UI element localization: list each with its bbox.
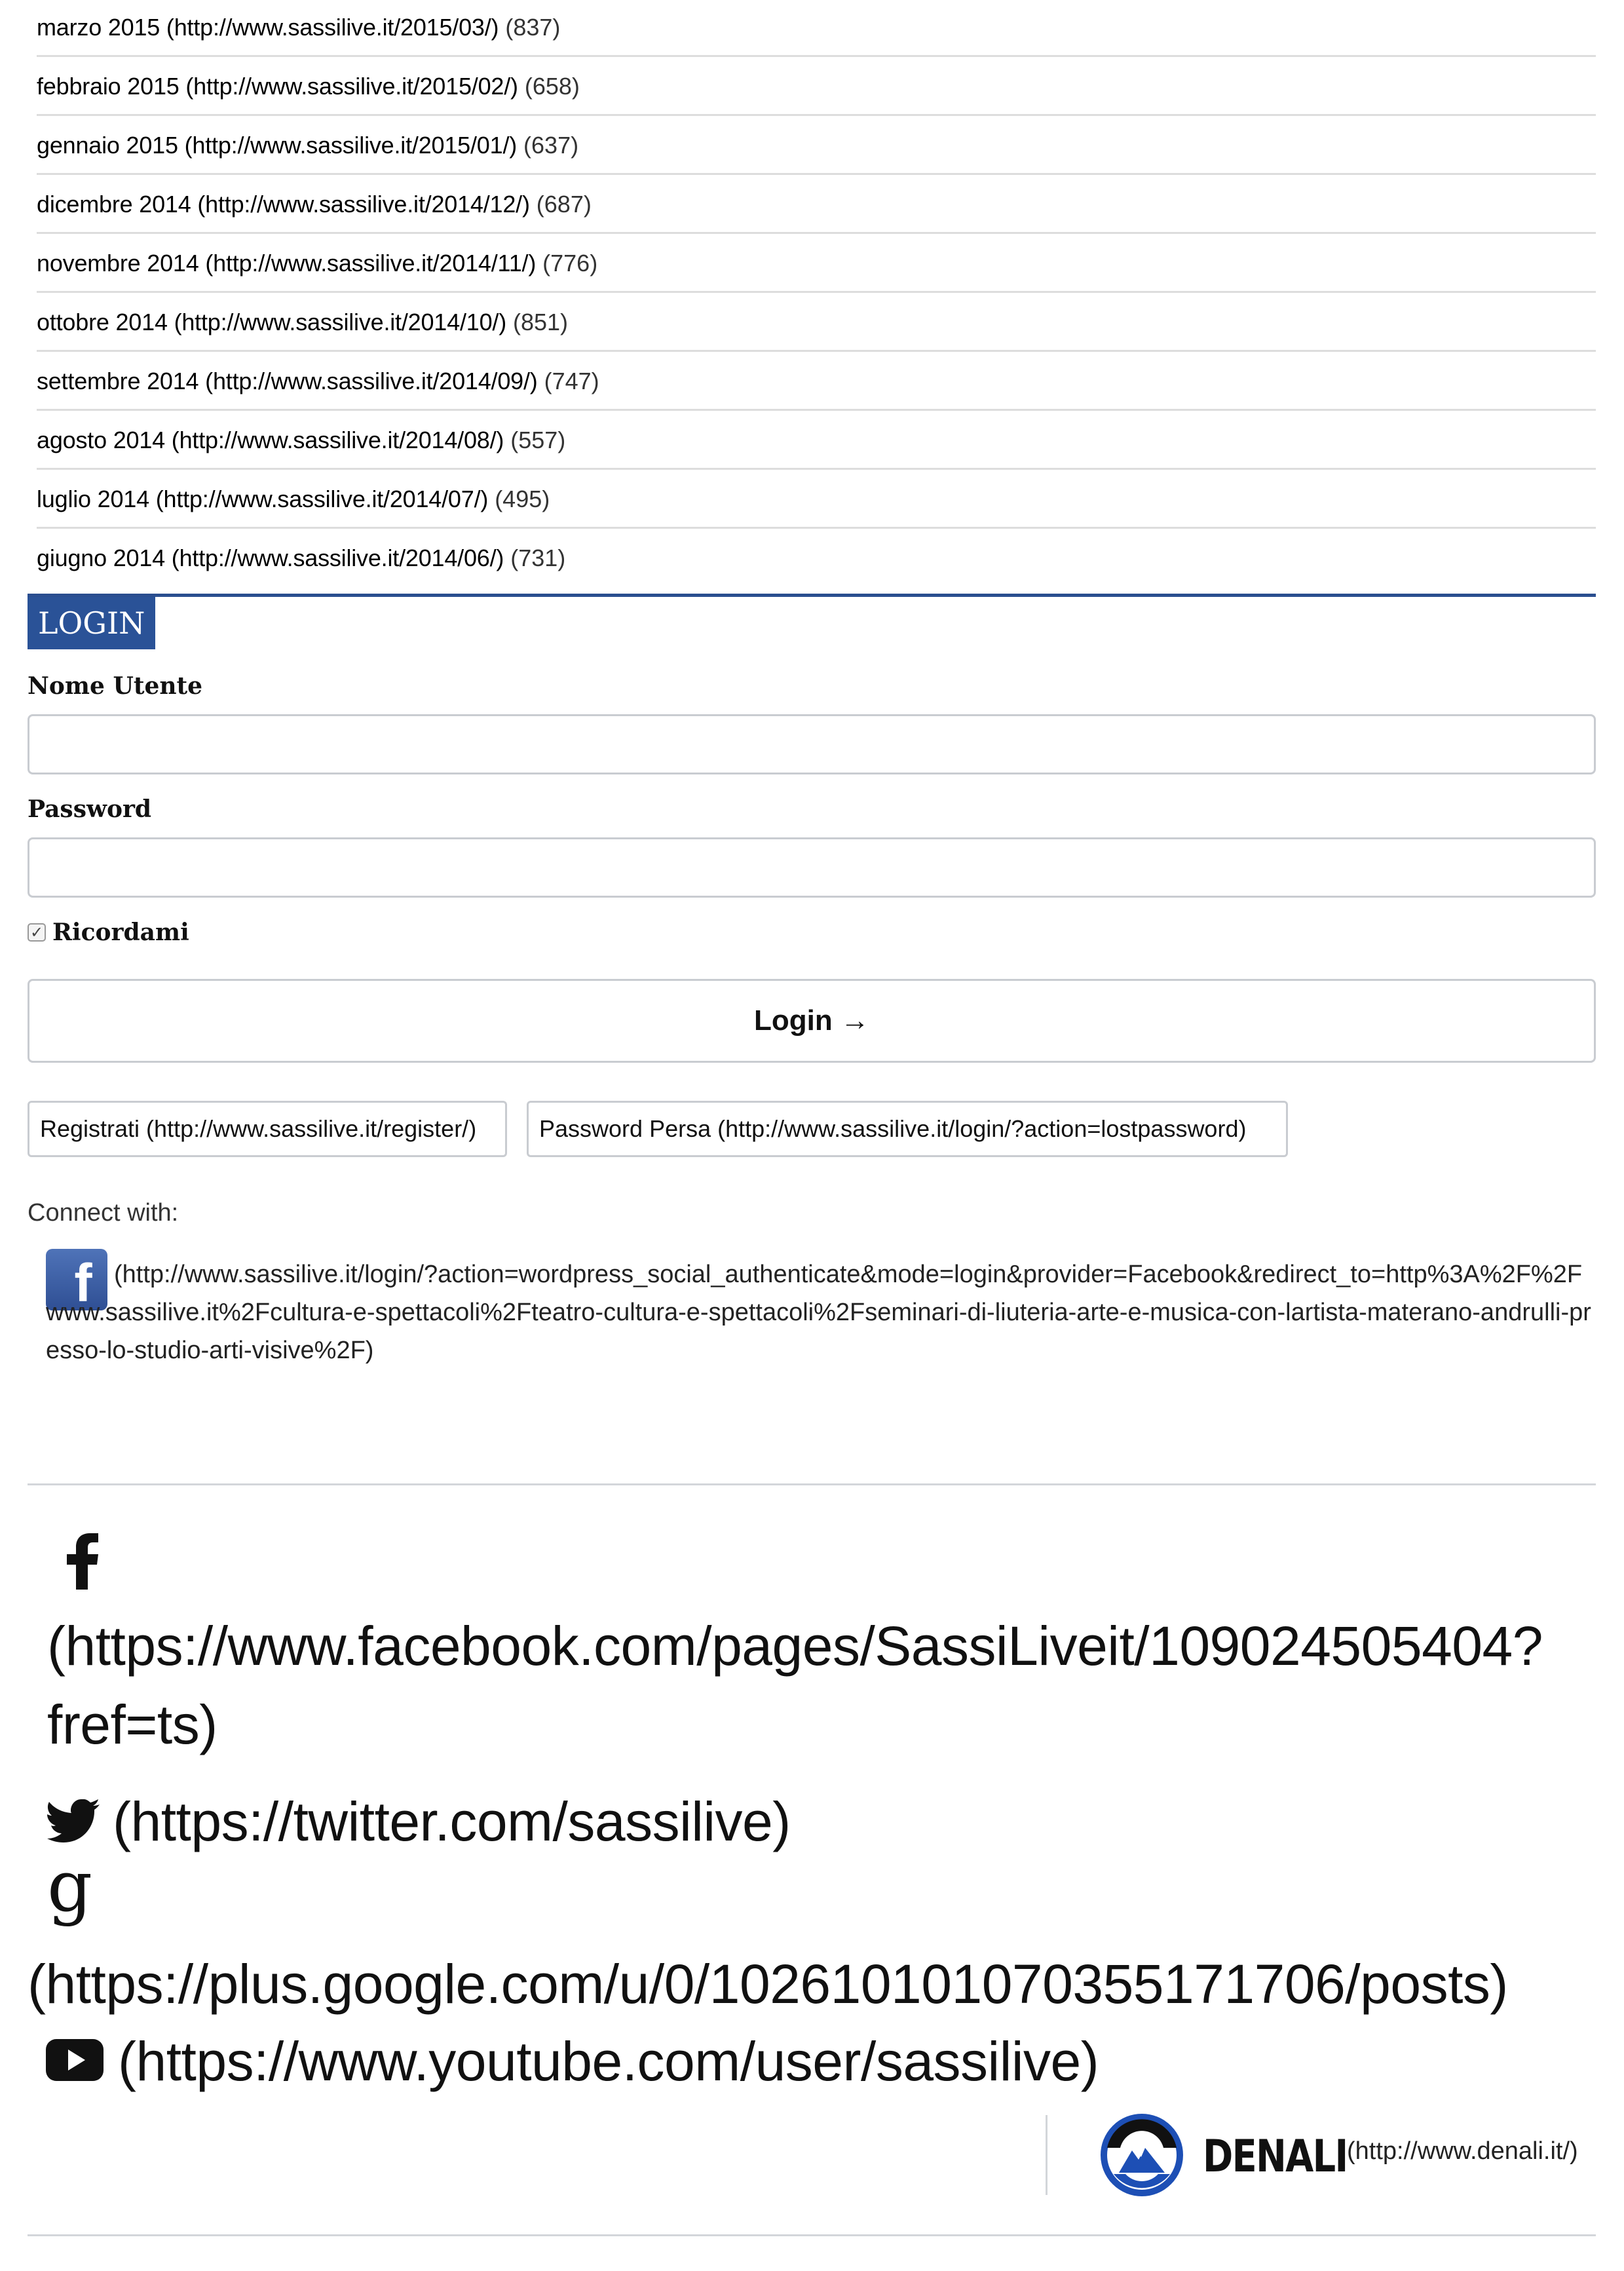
archive-count: (731) <box>510 544 566 571</box>
footer-divider <box>28 2234 1596 2236</box>
password-input[interactable] <box>28 837 1596 898</box>
archive-link[interactable]: giugno 2014 (http://www.sassilive.it/2014/06/) <box>37 544 504 571</box>
archive-count: (658) <box>524 73 580 100</box>
youtube-icon[interactable] <box>46 2039 104 2081</box>
archive-item[interactable] <box>37 175 1596 234</box>
username-label: Nome Utente <box>28 672 203 700</box>
login-widget <box>28 594 1596 1364</box>
facebook-link-url-cont[interactable]: fref=ts) <box>47 1694 217 1755</box>
archive-link[interactable]: settembre 2014 (http://www.sassilive.it/2014/09/) <box>37 368 538 394</box>
remember-checkbox[interactable]: ✓ <box>28 923 46 942</box>
section-divider <box>28 1483 1596 1485</box>
archive-item[interactable] <box>37 0 1596 57</box>
facebook-link-url[interactable]: (https://www.facebook.com/pages/SassiLiveit/109024505404? <box>47 1615 1543 1677</box>
archive-item[interactable] <box>37 411 1596 470</box>
google-plus-link-url[interactable]: (https://plus.google.com/u/0/102610101070355171706/posts) <box>28 1953 1508 2015</box>
archive-count: (837) <box>505 14 561 41</box>
archive-count: (495) <box>495 486 550 512</box>
facebook-connect-link[interactable]: (http://www.sassilive.it/login/?action=wordpress_social_authenticate&mode=login&provider=Facebook&redirect_to=http%3A%2F%2Fwww.sassilive.it%2Fcultura-e-spettacoli%2Fteatro-cultura-e-spettacoli%2Fseminari-di-liuteria-arte-e-musica-con-lartista-materano-andrulli-presso-lo-studio-arti-visive%2F) <box>46 1261 1591 1364</box>
register-button[interactable]: Registrati (http://www.sassilive.it/register/) <box>28 1101 507 1157</box>
archive-link[interactable]: ottobre 2014 (http://www.sassilive.it/2014/10/) <box>37 309 506 335</box>
archive-item[interactable] <box>37 293 1596 352</box>
archive-link[interactable]: gennaio 2015 (http://www.sassilive.it/2015/01/) <box>37 132 518 159</box>
youtube-link-url[interactable]: (https://www.youtube.com/user/sassilive) <box>118 2031 1099 2092</box>
archive-link[interactable]: agosto 2014 (http://www.sassilive.it/2014/08/) <box>37 427 504 453</box>
sponsor-link-url[interactable]: (http://www.denali.it/) <box>1347 2137 1578 2165</box>
remember-label: Ricordami <box>52 919 189 946</box>
connect-with-label: Connect with: <box>28 1199 179 1227</box>
archive-link[interactable]: luglio 2014 (http://www.sassilive.it/2014/07/) <box>37 486 489 512</box>
facebook-icon[interactable]: f <box>46 1249 107 1310</box>
lost-password-button[interactable]: Password Persa (http://www.sassilive.it/login/?action=lostpassword) <box>527 1101 1288 1157</box>
archive-count: (747) <box>544 368 599 394</box>
denali-logo[interactable] <box>1101 2114 1183 2196</box>
footer-separator <box>1046 2115 1048 2195</box>
archive-count: (637) <box>523 132 579 159</box>
archive-item[interactable] <box>37 529 1596 588</box>
twitter-link-url[interactable]: (https://twitter.com/sassilive) <box>113 1791 791 1852</box>
username-input[interactable] <box>28 714 1596 774</box>
login-header-rule <box>28 594 1596 597</box>
archive-item[interactable] <box>37 57 1596 116</box>
archive-item[interactable] <box>37 234 1596 293</box>
login-title: LOGIN <box>28 597 155 649</box>
archive-item[interactable] <box>37 352 1596 411</box>
archive-count: (557) <box>510 427 566 453</box>
archive-link[interactable]: novembre 2014 (http://www.sassilive.it/2014/11/) <box>37 250 537 277</box>
archive-item[interactable] <box>37 470 1596 529</box>
google-plus-icon[interactable]: g <box>47 1846 93 1928</box>
password-label: Password <box>28 795 152 823</box>
archive-link[interactable]: febbraio 2015 (http://www.sassilive.it/2015/02/) <box>37 73 518 100</box>
facebook-icon[interactable] <box>64 1533 101 1590</box>
login-button[interactable]: Login → <box>28 979 1596 1063</box>
sponsor-name: DENALI <box>1203 2131 1348 2183</box>
archive-item[interactable] <box>37 116 1596 175</box>
archive-count: (776) <box>542 250 598 277</box>
archive-count: (851) <box>513 309 569 335</box>
archive-count: (687) <box>536 191 592 218</box>
archive-link[interactable]: marzo 2015 (http://www.sassilive.it/2015/03/) <box>37 14 499 41</box>
twitter-icon[interactable] <box>47 1799 100 1842</box>
archive-link[interactable]: dicembre 2014 (http://www.sassilive.it/2014/12/) <box>37 191 530 218</box>
archive-list <box>37 0 1596 588</box>
remember-me[interactable] <box>28 919 189 946</box>
